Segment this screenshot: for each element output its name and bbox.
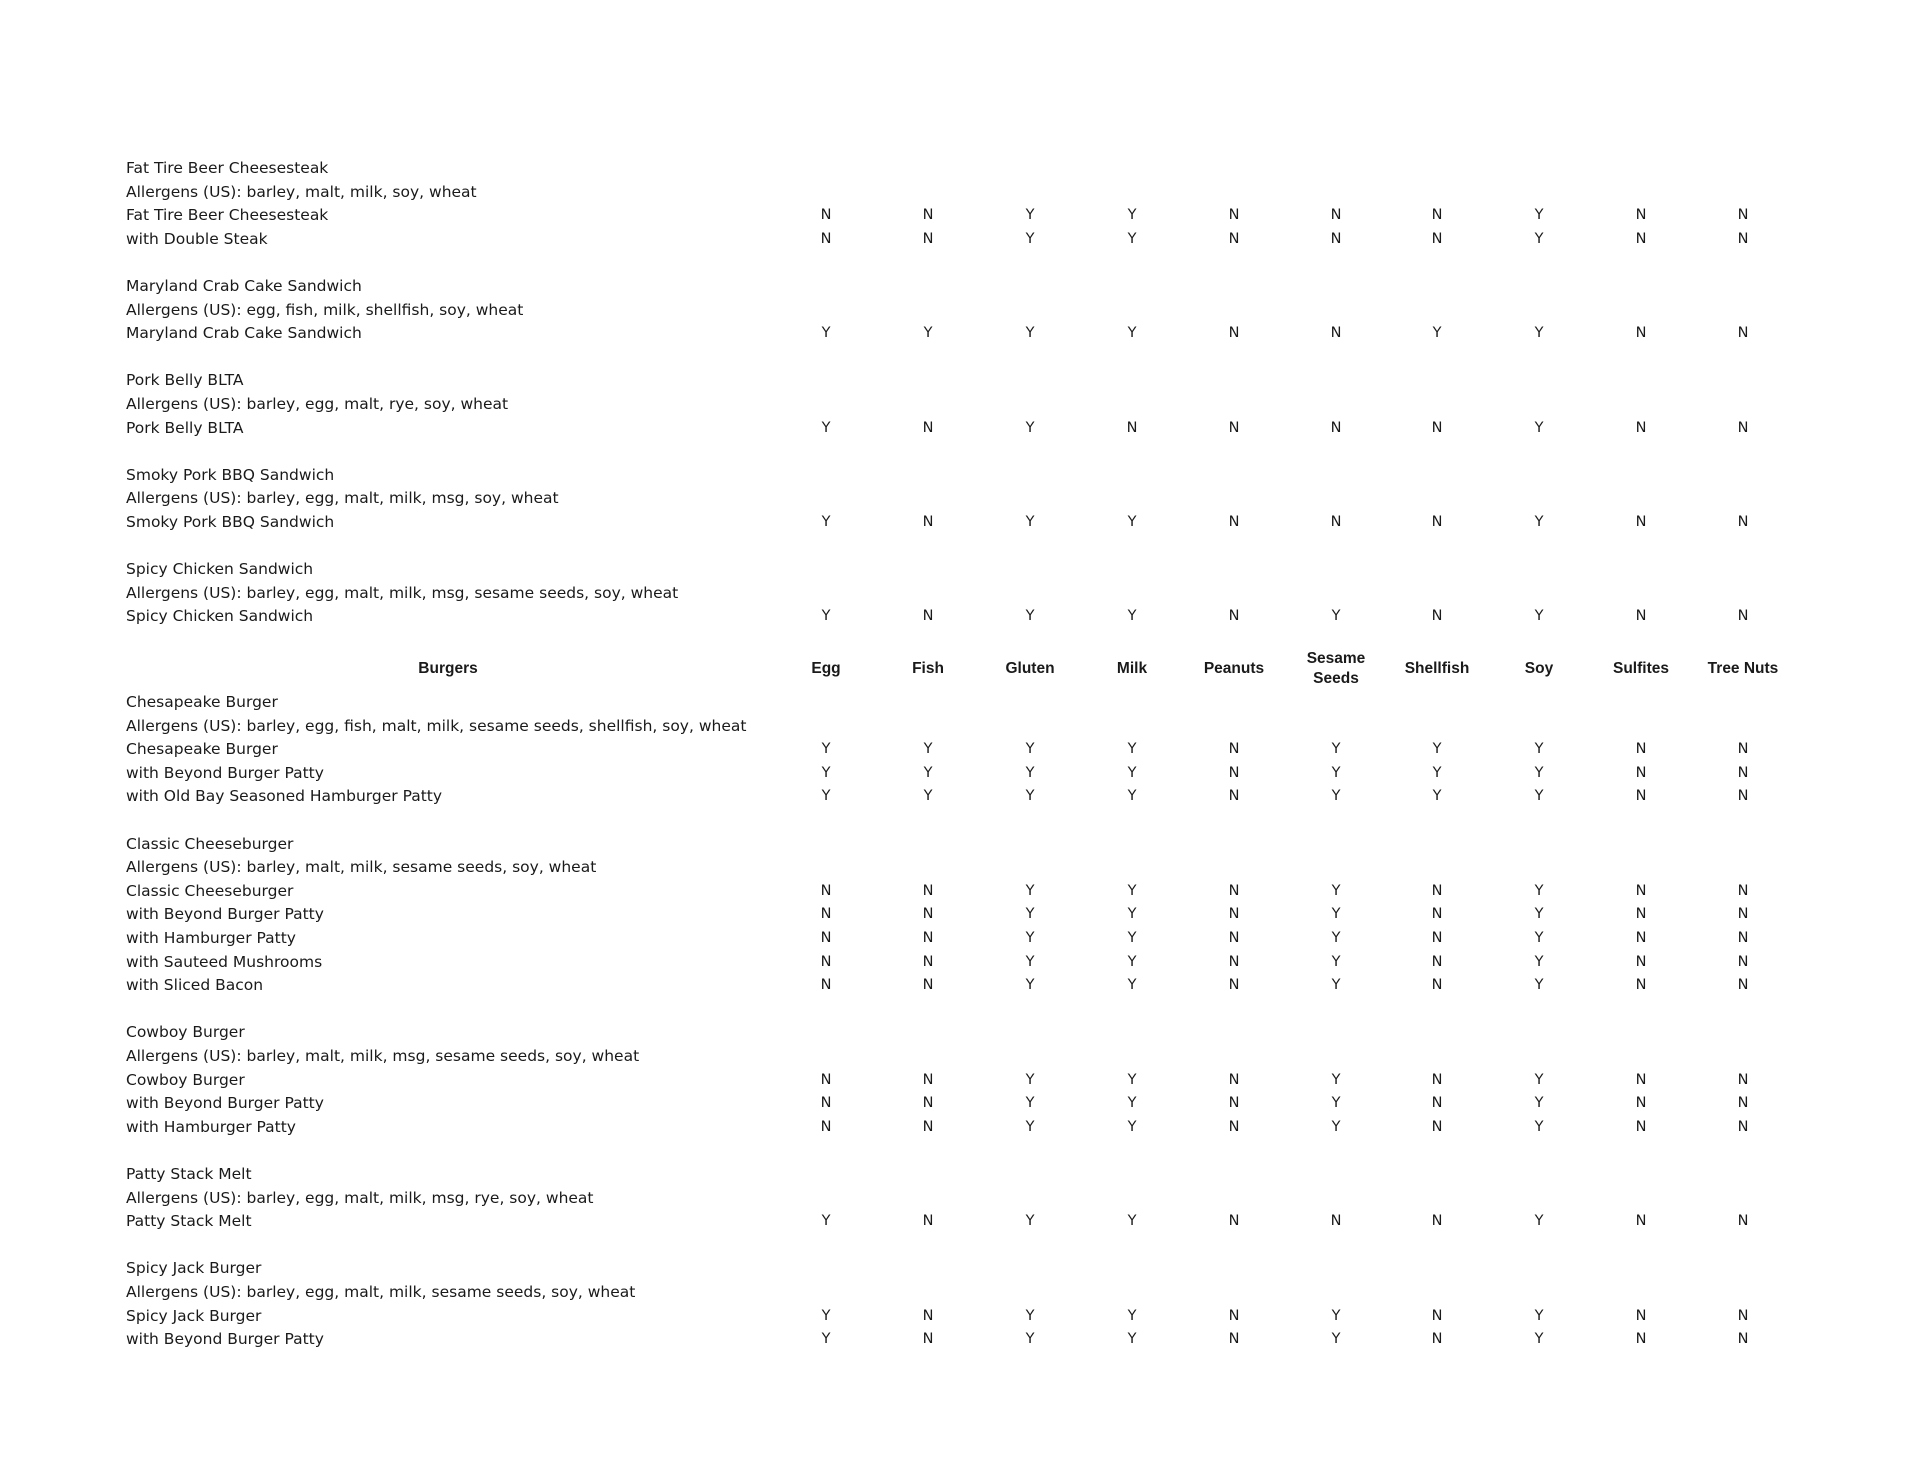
allergen-cell: N <box>922 953 934 970</box>
allergen-cell: Y <box>821 1307 831 1324</box>
allergen-cell: N <box>820 977 832 994</box>
allergen-cell: N <box>1737 1071 1749 1088</box>
allergen-cell: Y <box>1534 419 1544 436</box>
allergen-cell: Y <box>1025 230 1035 247</box>
allergen-cell: N <box>1431 608 1443 625</box>
allergen-cell: Y <box>1127 230 1137 247</box>
allergen-cell: N <box>1737 764 1749 781</box>
allergen-cell: Y <box>1534 1213 1544 1230</box>
allergen-cell: N <box>1737 977 1749 994</box>
allergen-cell: N <box>1635 906 1647 923</box>
allergen-cell: N <box>1635 1331 1647 1348</box>
allergen-cell: Y <box>1331 1118 1341 1135</box>
allergen-cell: Y <box>1127 953 1137 970</box>
allergen-cell: N <box>1737 230 1749 247</box>
allergen-cell: N <box>1737 1118 1749 1135</box>
allergen-cell: Y <box>1432 325 1442 342</box>
allergen-cell: N <box>1228 1213 1240 1230</box>
allergen-cell: N <box>922 1331 934 1348</box>
allergen-cell: N <box>1635 977 1647 994</box>
allergen-cell: N <box>1431 906 1443 923</box>
allergen-cell: N <box>1635 930 1647 946</box>
column-header: Fish <box>912 660 944 677</box>
allergen-cell: N <box>1635 788 1647 805</box>
item-allergens: Allergens (US): barley, egg, malt, milk, sesame seeds, soy, wheat <box>126 1283 636 1301</box>
variant-label: with Sliced Bacon <box>126 976 264 995</box>
allergen-cell: Y <box>1025 514 1035 530</box>
allergen-cell: N <box>1431 419 1443 436</box>
allergen-cell: Y <box>1127 977 1137 994</box>
allergen-cell: Y <box>1534 906 1544 923</box>
allergen-cell: Y <box>1534 325 1544 342</box>
allergen-cell: N <box>1228 207 1240 224</box>
variant-label: Fat Tire Beer Cheesesteak <box>126 206 329 225</box>
allergen-cell: N <box>1431 207 1443 224</box>
allergen-cell: Y <box>1331 764 1341 781</box>
allergen-cell: Y <box>1025 207 1035 224</box>
allergen-cell: N <box>1228 741 1240 758</box>
allergen-cell: Y <box>1331 741 1341 758</box>
allergen-cell: N <box>1228 788 1240 805</box>
allergen-cell: Y <box>1127 906 1137 923</box>
allergen-cell: Y <box>1025 906 1035 923</box>
allergen-cell: N <box>1737 741 1749 758</box>
allergen-cell: N <box>1228 953 1240 970</box>
allergen-cell: N <box>922 930 934 946</box>
allergen-cell: N <box>1635 1307 1647 1324</box>
allergen-cell: N <box>922 207 934 224</box>
variant-label: with Hamburger Patty <box>126 1117 296 1136</box>
allergen-cell: Y <box>1534 741 1544 758</box>
variant-label: Patty Stack Melt <box>126 1212 252 1231</box>
allergen-cell: Y <box>1534 1331 1544 1348</box>
allergen-cell: Y <box>1025 741 1035 758</box>
allergen-cell: N <box>1431 1307 1443 1324</box>
allergen-cell: Y <box>1127 764 1137 781</box>
allergen-cell: N <box>1737 207 1749 224</box>
allergen-cell: Y <box>1025 1118 1035 1135</box>
allergen-cell: Y <box>1127 207 1137 224</box>
variant-label: Spicy Jack Burger <box>126 1306 262 1325</box>
allergen-cell: Y <box>923 741 933 758</box>
allergen-cell: Y <box>821 1213 831 1230</box>
allergen-cell: Y <box>1127 788 1137 805</box>
allergen-cell: N <box>1431 1213 1443 1230</box>
allergen-cell: Y <box>1534 514 1544 530</box>
allergen-cell: N <box>1737 608 1749 625</box>
allergen-cell: Y <box>1534 1095 1544 1112</box>
allergen-cell: Y <box>1331 1307 1341 1324</box>
allergen-cell: N <box>820 906 832 923</box>
allergen-cell: N <box>1431 1331 1443 1348</box>
allergen-cell: Y <box>1025 1331 1035 1348</box>
allergen-cell: N <box>1228 1331 1240 1348</box>
item-allergens: Allergens (US): barley, egg, malt, milk, msg, rye, soy, wheat <box>126 1188 594 1207</box>
allergen-cell: N <box>1330 1213 1342 1230</box>
variant-label: with Sauteed Mushrooms <box>126 952 323 971</box>
allergen-cell: Y <box>1127 1307 1137 1324</box>
allergen-cell: N <box>1737 953 1749 970</box>
allergen-cell: N <box>1228 1071 1240 1088</box>
item-allergens: Allergens (US): barley, malt, milk, msg, sesame seeds, soy, wheat <box>126 1047 640 1065</box>
allergen-cell: N <box>1737 882 1749 899</box>
allergen-cell: Y <box>1127 1095 1137 1112</box>
allergen-cell: Y <box>1025 882 1035 899</box>
allergen-cell: Y <box>1025 419 1035 436</box>
allergen-cell: Y <box>1127 608 1137 625</box>
allergen-cell: N <box>1635 741 1647 758</box>
item-title: Smoky Pork BBQ Sandwich <box>126 465 335 484</box>
allergen-cell: N <box>1228 608 1240 625</box>
allergen-cell: N <box>922 1307 934 1324</box>
item-title: Pork Belly BLTA <box>126 371 244 390</box>
allergen-cell: N <box>1635 514 1647 530</box>
allergen-cell: N <box>1228 1118 1240 1135</box>
allergen-cell: N <box>1228 1307 1240 1324</box>
variant-label: with Beyond Burger Patty <box>126 763 324 782</box>
allergen-cell: N <box>820 1071 832 1088</box>
column-header: Tree Nuts <box>1707 660 1779 677</box>
allergen-cell: Y <box>1534 230 1544 247</box>
allergen-cell: N <box>1330 514 1342 530</box>
allergen-cell: N <box>1431 230 1443 247</box>
column-header: Soy <box>1524 660 1554 677</box>
allergen-cell: N <box>820 207 832 224</box>
variant-label: with Beyond Burger Patty <box>126 1094 324 1113</box>
column-header-line: Seeds <box>1313 670 1359 687</box>
allergen-cell: Y <box>1331 788 1341 805</box>
allergen-cell: Y <box>1025 1071 1035 1088</box>
column-header: Peanuts <box>1203 660 1265 677</box>
allergen-cell: N <box>922 906 934 923</box>
allergen-cell: Y <box>1331 977 1341 994</box>
item-allergens: Allergens (US): egg, fish, milk, shellfish, soy, wheat <box>126 300 524 319</box>
allergen-cell: Y <box>1127 325 1137 342</box>
allergen-cell: Y <box>1127 1118 1137 1135</box>
allergen-cell: N <box>1635 1095 1647 1112</box>
allergen-cell: N <box>1737 930 1749 946</box>
allergen-cell: N <box>1431 1095 1443 1112</box>
allergen-cell: N <box>1737 1331 1749 1348</box>
allergen-cell: N <box>1126 419 1138 436</box>
allergen-cell: Y <box>1025 977 1035 994</box>
allergen-cell: N <box>1635 882 1647 899</box>
item-title: Patty Stack Melt <box>126 1165 252 1183</box>
allergen-cell: N <box>1431 882 1443 899</box>
allergen-cell: N <box>1228 230 1240 247</box>
allergen-cell: N <box>1737 1307 1749 1324</box>
allergen-cell: N <box>1431 1118 1443 1135</box>
allergen-cell: Y <box>821 741 831 758</box>
allergen-cell: N <box>922 882 934 899</box>
item-allergens: Allergens (US): barley, egg, malt, milk, msg, soy, wheat <box>126 489 559 508</box>
allergen-cell: Y <box>1534 882 1544 899</box>
allergen-cell: N <box>820 230 832 247</box>
allergen-cell: N <box>820 1095 832 1112</box>
allergen-cell: N <box>1737 419 1749 436</box>
allergen-cell: Y <box>1025 1307 1035 1324</box>
column-header: Shellfish <box>1404 660 1470 677</box>
allergen-cell: Y <box>1534 1307 1544 1324</box>
allergen-cell: N <box>1431 977 1443 994</box>
allergen-cell: Y <box>1534 608 1544 625</box>
item-title: Spicy Jack Burger <box>126 1259 262 1278</box>
allergen-cell: Y <box>1432 741 1442 758</box>
column-header: Sulfites <box>1613 660 1669 677</box>
allergen-cell: Y <box>1127 1331 1137 1348</box>
variant-label: with Double Steak <box>126 229 268 248</box>
variant-label: with Old Bay Seasoned Hamburger Patty <box>126 787 443 806</box>
variant-label: with Hamburger Patty <box>126 929 296 947</box>
allergen-cell: N <box>1228 419 1240 436</box>
allergen-cell: N <box>1330 419 1342 436</box>
allergen-cell: Y <box>1534 1118 1544 1135</box>
allergen-cell: Y <box>1025 325 1035 342</box>
item-title: Cowboy Burger <box>126 1023 245 1042</box>
allergen-cell: Y <box>1025 608 1035 625</box>
allergen-cell: Y <box>821 419 831 436</box>
allergen-cell: N <box>1635 1071 1647 1088</box>
allergen-cell: Y <box>1025 788 1035 805</box>
allergen-cell: Y <box>1127 882 1137 899</box>
allergen-cell: N <box>922 1213 934 1230</box>
allergen-cell: N <box>1737 788 1749 805</box>
allergen-cell: Y <box>1331 953 1341 970</box>
allergen-cell: N <box>1635 207 1647 224</box>
variant-label: Smoky Pork BBQ Sandwich <box>126 513 335 531</box>
allergen-cell: N <box>1635 1118 1647 1135</box>
allergen-cell: N <box>1431 514 1443 530</box>
allergen-cell: Y <box>821 325 831 342</box>
allergen-cell: N <box>1737 906 1749 923</box>
allergen-cell: N <box>1330 207 1342 224</box>
allergen-cell: N <box>1635 608 1647 625</box>
column-header <box>1281 649 1391 689</box>
allergen-cell: N <box>1737 514 1749 530</box>
allergen-cell: Y <box>1025 1095 1035 1112</box>
allergen-cell: Y <box>1432 788 1442 805</box>
allergen-cell: N <box>1228 1095 1240 1112</box>
variant-label: Spicy Chicken Sandwich <box>126 607 314 626</box>
variant-label: Maryland Crab Cake Sandwich <box>126 324 362 343</box>
allergen-cell: N <box>922 419 934 436</box>
allergen-cell: N <box>1431 1071 1443 1088</box>
allergen-cell: N <box>1635 1213 1647 1230</box>
allergen-cell: N <box>1228 977 1240 994</box>
item-title: Maryland Crab Cake Sandwich <box>126 277 362 295</box>
allergen-cell: Y <box>1127 514 1137 530</box>
allergen-cell: N <box>1635 764 1647 781</box>
allergen-cell: N <box>922 1118 934 1135</box>
item-title: Chesapeake Burger <box>126 693 278 711</box>
allergen-cell: N <box>1635 230 1647 247</box>
allergen-cell: Y <box>923 788 933 805</box>
allergen-cell: Y <box>1331 930 1341 946</box>
allergen-cell: N <box>1431 953 1443 970</box>
allergen-cell: N <box>820 953 832 970</box>
allergen-cell: Y <box>1331 1095 1341 1112</box>
allergen-cell: N <box>922 514 934 530</box>
allergen-cell: N <box>922 608 934 625</box>
variant-label: with Beyond Burger Patty <box>126 1330 324 1349</box>
allergen-cell: N <box>1330 325 1342 342</box>
allergen-cell: Y <box>1127 741 1137 758</box>
allergen-cell: Y <box>1127 930 1137 946</box>
allergen-cell: Y <box>821 514 831 530</box>
column-header: Gluten <box>1005 660 1055 677</box>
allergen-cell: N <box>1737 325 1749 342</box>
allergen-cell: Y <box>821 608 831 625</box>
variant-label: Classic Cheeseburger <box>126 881 294 900</box>
allergen-cell: N <box>1228 906 1240 923</box>
allergen-cell: Y <box>1534 930 1544 946</box>
allergen-cell: Y <box>1432 764 1442 781</box>
section-header-burgers: Burgers <box>418 660 478 677</box>
allergen-cell: Y <box>1025 953 1035 970</box>
allergen-cell: Y <box>821 788 831 805</box>
allergen-cell: N <box>1228 764 1240 781</box>
allergen-cell: Y <box>923 325 933 342</box>
allergen-cell: Y <box>1534 788 1544 805</box>
allergen-cell: Y <box>923 764 933 781</box>
allergen-cell: N <box>820 882 832 899</box>
allergen-cell: N <box>922 1071 934 1088</box>
allergen-cell: N <box>922 230 934 247</box>
column-header: Egg <box>811 660 841 677</box>
item-allergens: Allergens (US): barley, egg, malt, milk, msg, sesame seeds, soy, wheat <box>126 583 679 602</box>
variant-label: with Beyond Burger Patty <box>126 905 324 924</box>
allergen-cell: Y <box>1534 953 1544 970</box>
allergen-cell: Y <box>821 1331 831 1348</box>
allergen-cell: Y <box>1331 882 1341 899</box>
variant-label: Cowboy Burger <box>126 1070 245 1089</box>
item-title: Spicy Chicken Sandwich <box>126 560 314 579</box>
allergen-cell: Y <box>1127 1213 1137 1230</box>
item-allergens: Allergens (US): barley, egg, malt, rye, soy, wheat <box>126 395 509 413</box>
item-allergens: Allergens (US): barley, malt, milk, sesame seeds, soy, wheat <box>126 858 597 877</box>
variant-label: Pork Belly BLTA <box>126 418 244 437</box>
allergen-cell: Y <box>1331 906 1341 923</box>
allergen-cell: N <box>922 977 934 994</box>
allergen-cell: Y <box>1534 207 1544 224</box>
allergen-cell: N <box>1228 514 1240 530</box>
allergen-cell: Y <box>1534 977 1544 994</box>
allergen-cell: Y <box>1534 1071 1544 1088</box>
allergen-cell: N <box>820 930 832 946</box>
allergen-cell: Y <box>821 764 831 781</box>
allergen-cell: N <box>1228 325 1240 342</box>
allergen-cell: N <box>820 1118 832 1135</box>
allergen-cell: Y <box>1331 1071 1341 1088</box>
allergen-cell: N <box>1635 419 1647 436</box>
column-header: Milk <box>1116 660 1148 677</box>
allergen-cell: N <box>922 1095 934 1112</box>
allergen-cell: Y <box>1331 608 1341 625</box>
variant-label: Chesapeake Burger <box>126 740 278 759</box>
item-title: Classic Cheeseburger <box>126 834 294 853</box>
allergen-cell: N <box>1635 953 1647 970</box>
allergen-cell: Y <box>1534 764 1544 781</box>
allergen-cell: N <box>1330 230 1342 247</box>
allergen-cell: Y <box>1025 764 1035 781</box>
allergen-cell: Y <box>1127 1071 1137 1088</box>
allergen-cell: N <box>1737 1095 1749 1112</box>
allergen-cell: N <box>1228 882 1240 899</box>
allergen-cell: Y <box>1025 930 1035 946</box>
allergen-cell: N <box>1228 930 1240 946</box>
item-allergens: Allergens (US): barley, egg, fish, malt, milk, sesame seeds, shellfish, soy, wheat <box>126 716 747 735</box>
allergen-cell: N <box>1737 1213 1749 1230</box>
item-allergens: Allergens (US): barley, malt, milk, soy, wheat <box>126 182 477 201</box>
allergen-cell: Y <box>1331 1331 1341 1348</box>
allergen-cell: Y <box>1025 1213 1035 1230</box>
column-header-line: Sesame <box>1306 650 1366 667</box>
allergen-cell: N <box>1635 325 1647 342</box>
allergen-cell: N <box>1431 930 1443 946</box>
item-title: Fat Tire Beer Cheesesteak <box>126 159 329 177</box>
